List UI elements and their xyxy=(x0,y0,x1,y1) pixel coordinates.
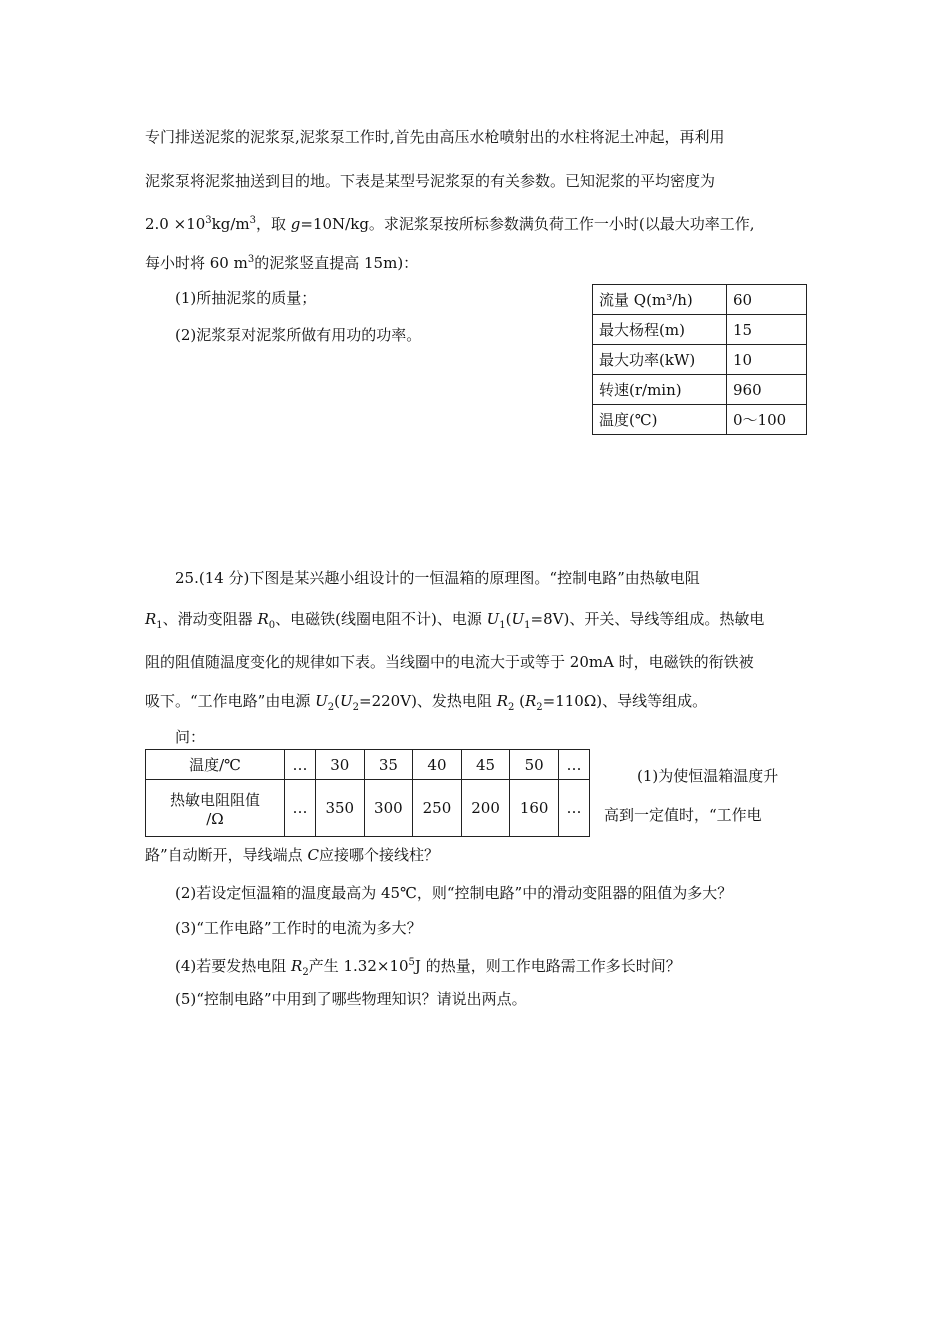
pump-parameter-table xyxy=(592,284,807,435)
resistance-cell: … xyxy=(285,780,316,837)
resistance-cell: 250 xyxy=(413,780,462,837)
p24-question-2: (2)泥浆泵对泥浆所做有用功的功率。 xyxy=(175,326,422,344)
temp-cell: 40 xyxy=(413,750,462,780)
p25-question-5: (5)“控制电路”中用到了哪些物理知识？请说出两点。 xyxy=(175,990,527,1008)
param-value: 10 xyxy=(727,345,807,375)
table-row xyxy=(593,285,807,315)
param-value: 0～100 xyxy=(727,405,807,435)
resistance-header: 热敏电阻阻值 /Ω xyxy=(146,780,285,837)
resistance-cell: 160 xyxy=(510,780,559,837)
resistance-cell: 300 xyxy=(364,780,413,837)
table-row xyxy=(593,315,807,345)
temp-cell: 45 xyxy=(461,750,510,780)
temp-cell: 35 xyxy=(364,750,413,780)
resistance-cell: … xyxy=(558,780,589,837)
param-name: 温度(℃) xyxy=(593,405,727,435)
p25-ask-label: 问： xyxy=(175,728,206,746)
resistance-cell: 200 xyxy=(461,780,510,837)
table-row xyxy=(593,375,807,405)
param-value: 60 xyxy=(727,285,807,315)
p25-question-1-part2: 高到一定值时，“工作电 xyxy=(604,806,762,824)
temp-cell: 50 xyxy=(510,750,559,780)
thermistor-table xyxy=(145,749,590,837)
param-name: 转速(r/min) xyxy=(593,375,727,405)
param-name: 最大功率(kW) xyxy=(593,345,727,375)
p24-line4: 每小时将 60 $m^3$的泥浆竖直提高 15m)： xyxy=(145,254,419,272)
p25-line2: $R_1$、滑动变阻器 $R_0$、电磁铁(线圈电阻不计)、电源 $U_1(U_1=8V)$、开关、导线等组成。热敏电 xyxy=(145,610,765,631)
p24-line1: 专门排送泥浆的泥浆泵,泥浆泵工作时,首先由高压水枪喷射出的水柱将泥土冲起，再利用 xyxy=(145,128,725,146)
p24-line3: $2.0 \times 10^3kg/m^3$，取 g=10N/kg。求泥浆泵按所标参数满负荷工作一小时(以最大功率工作, xyxy=(145,215,755,233)
p24-line2: 泥浆泵将泥浆抽送到目的地。下表是某型号泥浆泵的有关参数。已知泥浆的平均密度为 xyxy=(145,172,716,190)
temp-header: 温度/℃ xyxy=(146,750,285,780)
temp-cell: 30 xyxy=(315,750,364,780)
temp-cell: … xyxy=(558,750,589,780)
resistance-cell: 350 xyxy=(315,780,364,837)
table-row xyxy=(146,750,590,780)
p25-question-3: (3)“工作电路”工作时的电流为多大？ xyxy=(175,919,422,937)
param-value: 960 xyxy=(727,375,807,405)
table-row xyxy=(593,345,807,375)
param-name: 最大杨程(m) xyxy=(593,315,727,345)
p25-line1: 25.(14 分)下图是某兴趣小组设计的一恒温箱的原理图。“控制电路”由热敏电阻 xyxy=(175,569,700,587)
table-row xyxy=(593,405,807,435)
temp-cell: … xyxy=(285,750,316,780)
p24-question-1: (1)所抽泥浆的质量； xyxy=(175,289,317,307)
p25-question-1-part1: (1)为使恒温箱温度升 xyxy=(637,767,779,785)
p25-line4: 吸下。“工作电路”由电源 $U_2(U_2=220V)$、发热电阻 $R_2$ $(R_2=110\Omega)$、导线等组成。 xyxy=(145,692,708,713)
p25-question-2: (2)若设定恒温箱的温度最高为 45℃，则“控制电路”中的滑动变阻器的阻值为多大？ xyxy=(175,884,733,902)
p25-question-4: (4)若要发热电阻 $R_2$产生 $1.32\times 10^5J$ 的热量，则工作电路需工作多长时间？ xyxy=(175,957,681,978)
p25-line3: 阻的阻值随温度变化的规律如下表。当线圈中的电流大于或等于 20mA 时，电磁铁的衔铁被 xyxy=(145,653,754,671)
param-value: 15 xyxy=(727,315,807,345)
p25-question-1-part3: 路”自动断开，导线端点 C应接哪个接线柱？ xyxy=(145,846,439,864)
param-name: 流量 Q(m³/h) xyxy=(593,285,727,315)
table-row xyxy=(146,780,590,837)
